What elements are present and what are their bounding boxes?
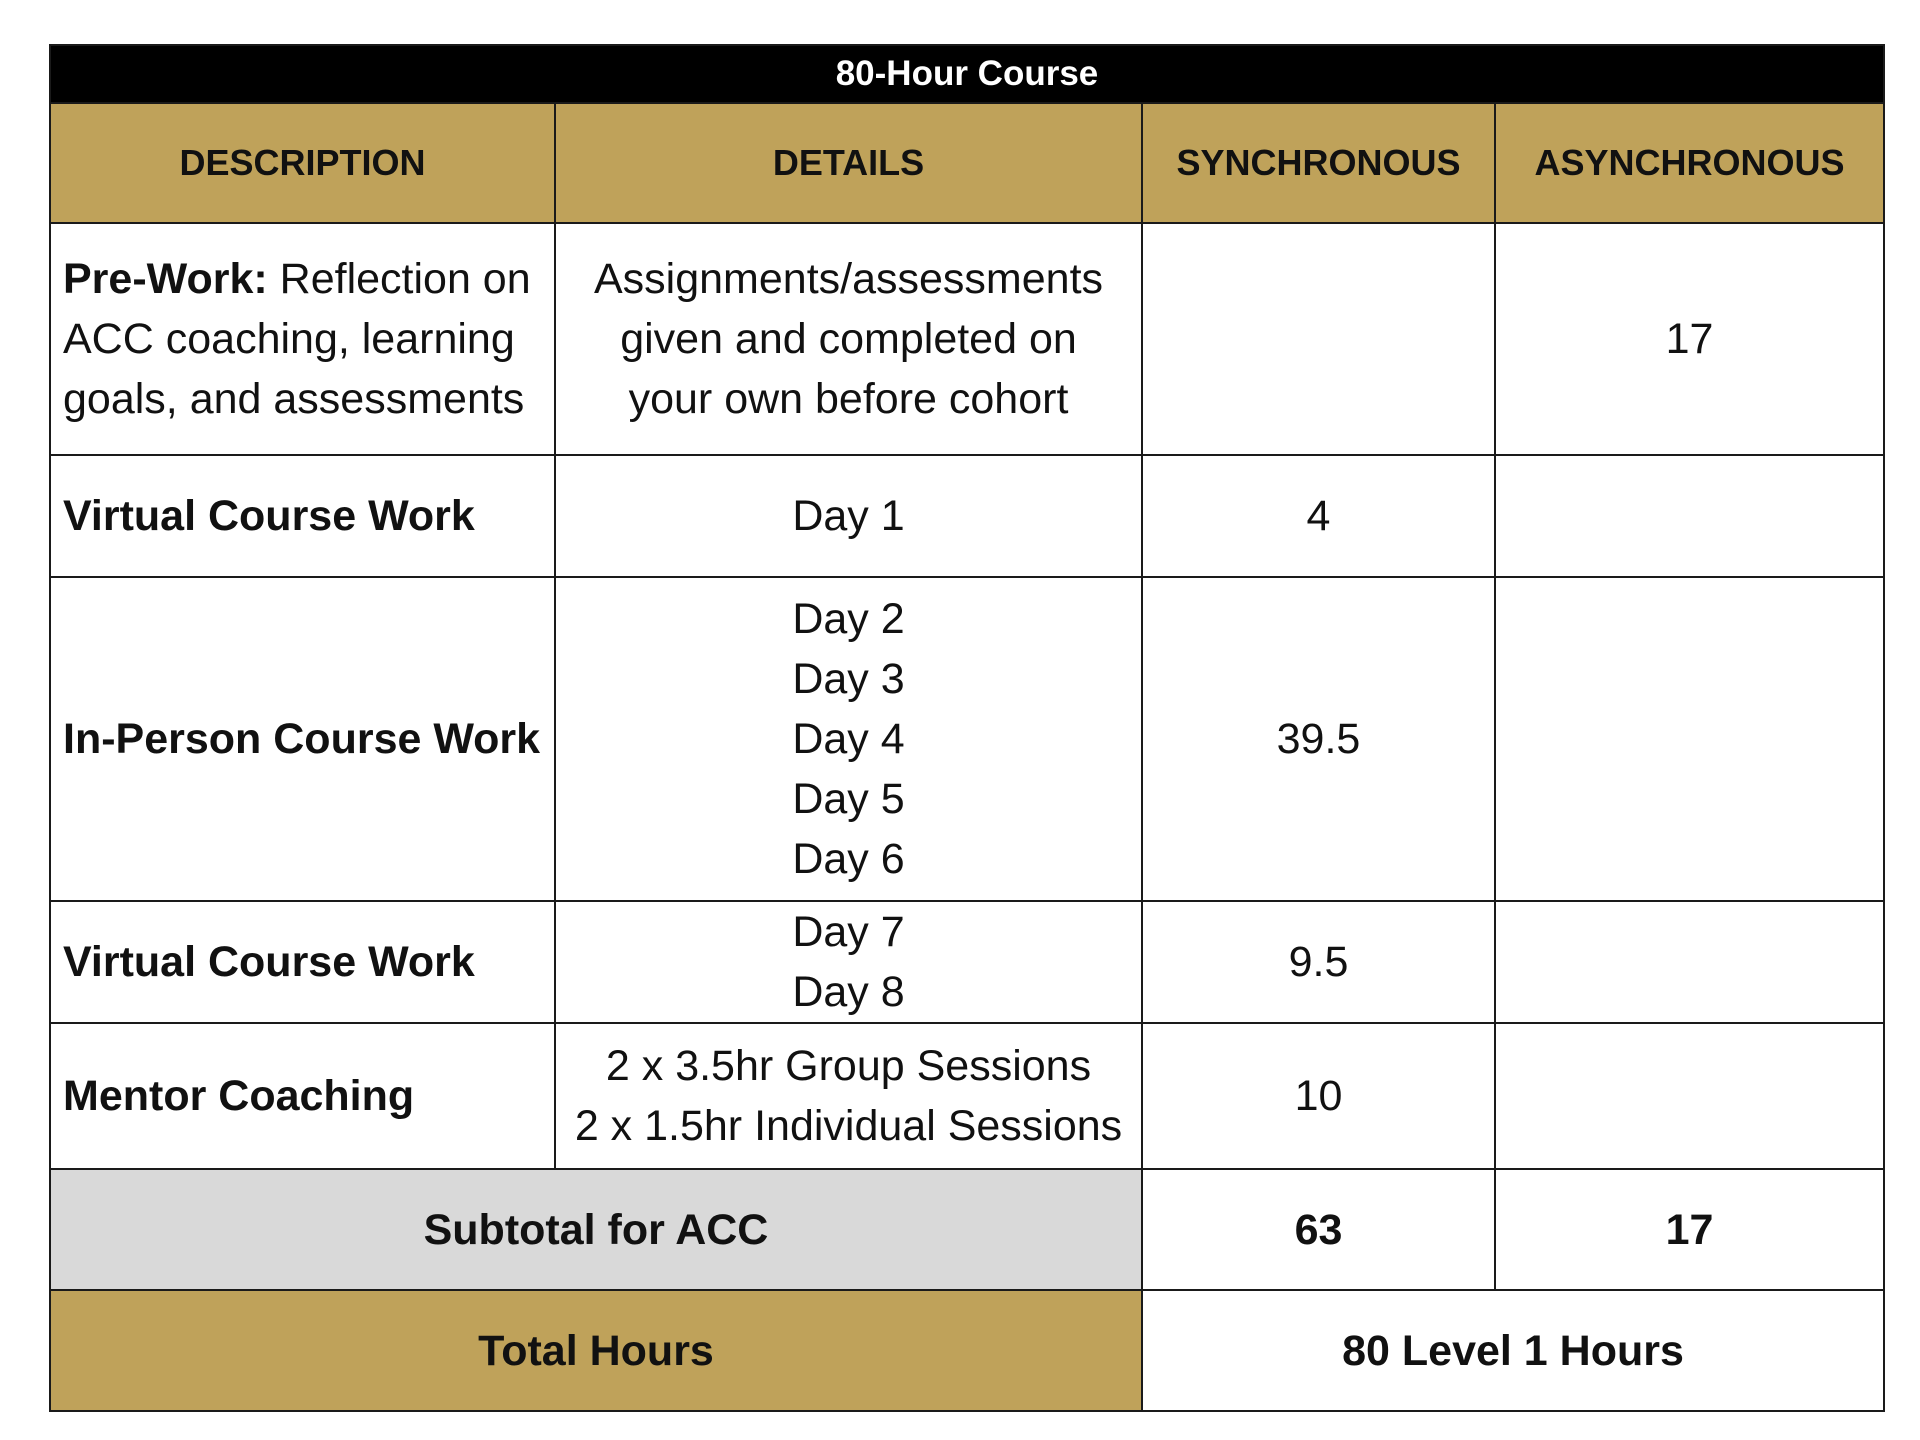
total-row: [50, 1290, 1884, 1411]
details-line: Day 2: [792, 595, 905, 643]
row-details: [555, 455, 1142, 577]
details-line: 2 x 3.5hr Group Sessions: [605, 1042, 1092, 1090]
table-title-row: [50, 45, 1884, 103]
header-asynchronous: ASYNCHRONOUS: [1495, 103, 1884, 223]
details-line: Assignments/assessments: [593, 255, 1104, 303]
row-description: Virtual Course Work: [50, 901, 555, 1023]
table-row: [50, 223, 1884, 455]
row-synchronous: 9.5: [1142, 901, 1495, 1023]
row-details: [555, 223, 1142, 455]
subtotal-label: Subtotal for ACC: [50, 1169, 1142, 1290]
course-hours-table-wrapper: [49, 44, 1883, 1412]
details-line: 2 x 1.5hr Individual Sessions: [574, 1102, 1123, 1150]
row-details: [555, 901, 1142, 1023]
row-description: [50, 223, 555, 455]
total-value: 80 Level 1 Hours: [1142, 1290, 1884, 1411]
row-synchronous: [1142, 223, 1495, 455]
row-details: [555, 577, 1142, 901]
table-title: 80-Hour Course: [50, 45, 1884, 103]
row-synchronous: 39.5: [1142, 577, 1495, 901]
table-row: [50, 901, 1884, 1023]
details-line: given and completed on: [620, 315, 1077, 363]
details-line: Day 6: [792, 835, 905, 883]
row-asynchronous: [1495, 1023, 1884, 1169]
subtotal-synchronous: 63: [1142, 1169, 1495, 1290]
details-line: Day 4: [792, 715, 905, 763]
subtotal-row: [50, 1169, 1884, 1290]
row-description: Virtual Course Work: [50, 455, 555, 577]
row-description: In-Person Course Work: [50, 577, 555, 901]
row-description-bold: Pre-Work:: [63, 255, 268, 303]
table-header-row: [50, 103, 1884, 223]
header-description: DESCRIPTION: [50, 103, 555, 223]
row-asynchronous: [1495, 455, 1884, 577]
total-label: Total Hours: [50, 1290, 1142, 1411]
course-hours-table: [49, 44, 1885, 1412]
row-description: Mentor Coaching: [50, 1023, 555, 1169]
details-line: Day 3: [792, 655, 905, 703]
header-synchronous: SYNCHRONOUS: [1142, 103, 1495, 223]
header-details: DETAILS: [555, 103, 1142, 223]
table-row: [50, 1023, 1884, 1169]
row-description-rest: Reflection on ACC coaching, learning goals, and assessments: [63, 255, 531, 423]
details-line: Day 1: [792, 492, 905, 540]
row-synchronous: 10: [1142, 1023, 1495, 1169]
details-line: Day 7: [792, 908, 905, 956]
row-asynchronous: 17: [1495, 223, 1884, 455]
row-asynchronous: [1495, 577, 1884, 901]
table-row: [50, 455, 1884, 577]
details-line: your own before cohort: [628, 375, 1069, 423]
row-details: [555, 1023, 1142, 1169]
subtotal-asynchronous: 17: [1495, 1169, 1884, 1290]
details-line: Day 5: [792, 775, 905, 823]
table-row: [50, 577, 1884, 901]
row-asynchronous: [1495, 901, 1884, 1023]
details-line: Day 8: [792, 968, 905, 1016]
row-synchronous: 4: [1142, 455, 1495, 577]
